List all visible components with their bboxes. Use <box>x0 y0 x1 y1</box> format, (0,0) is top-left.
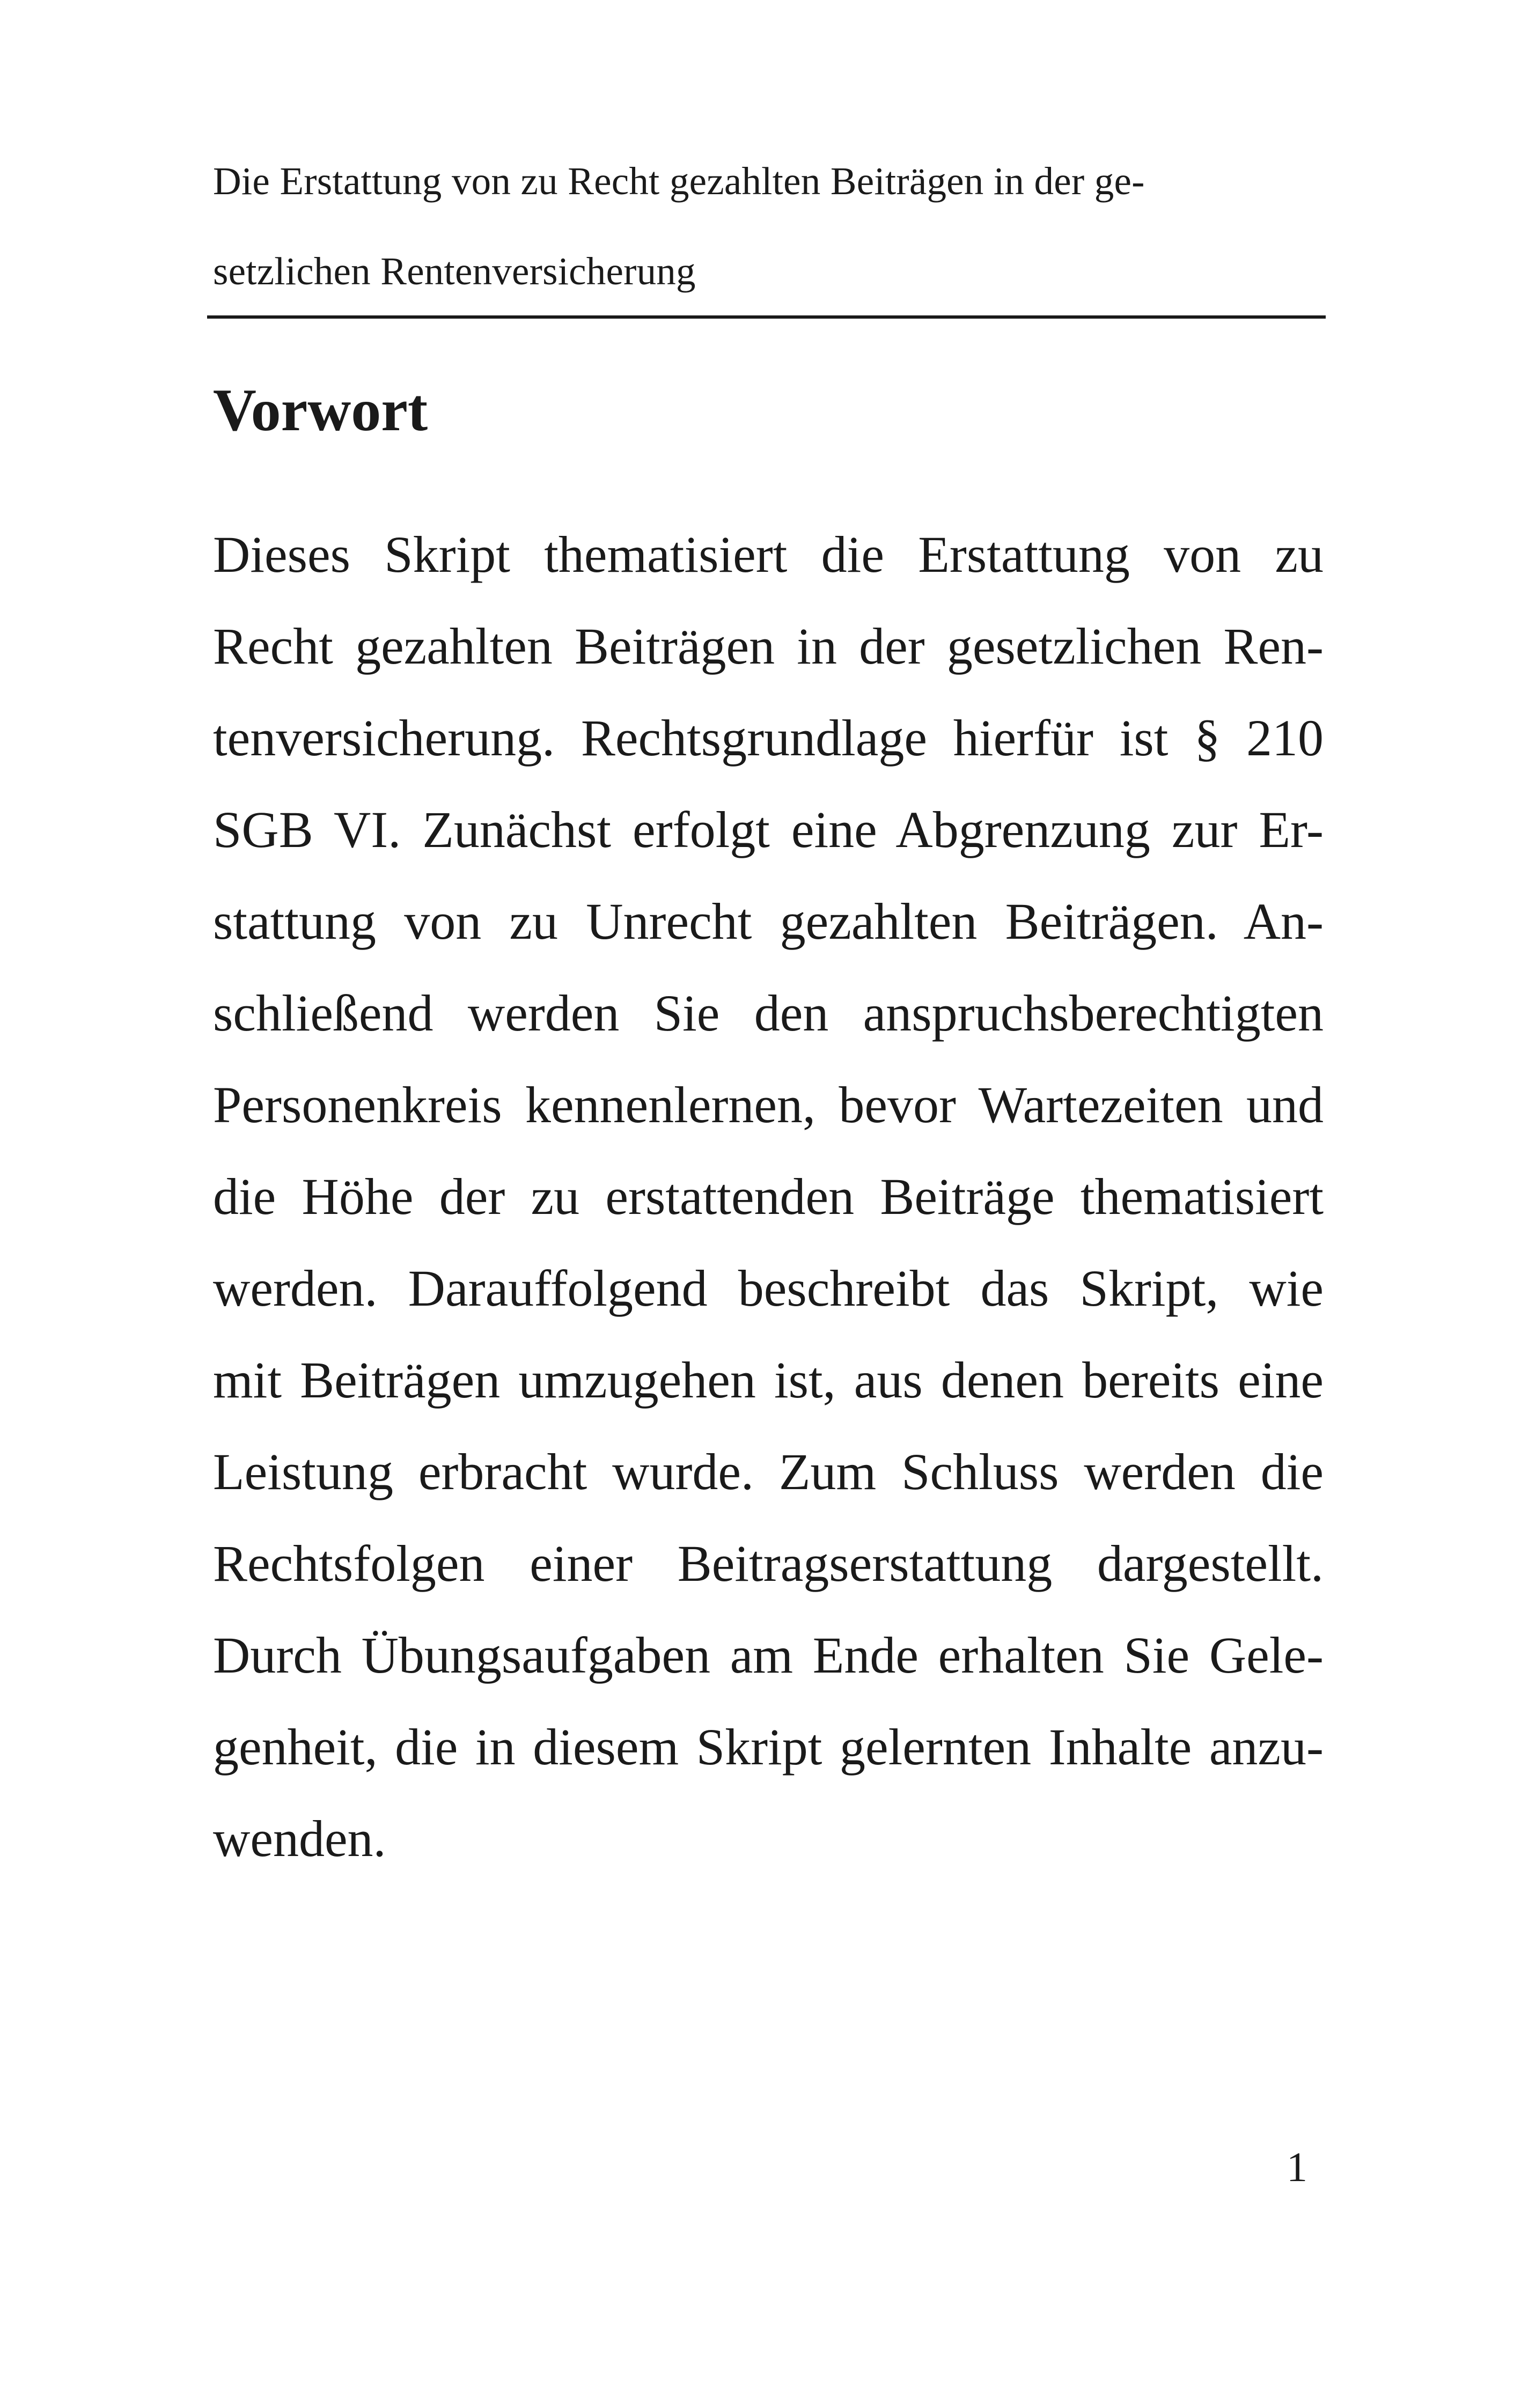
page-number: 1 <box>1287 2144 1307 2190</box>
section-heading: Vorwort <box>213 377 428 444</box>
paragraph-line: SGB VI. Zunächst erfolgt eine Abgrenzung zur Er- <box>213 801 1324 858</box>
running-title-line: Die Erstattung von zu Recht gezahlten Beiträgen in der ge- <box>213 159 1145 203</box>
paragraph-line: Dieses Skript thematisiert die Erstattung von zu <box>213 526 1324 583</box>
paragraph-line: stattung von zu Unrecht gezahlten Beiträgen. An- <box>213 893 1324 950</box>
header-divider <box>207 315 1326 319</box>
paragraph-line: Rechtsfolgen einer Beitragserstattung dargestellt. <box>213 1535 1324 1592</box>
paragraph-line: mit Beiträgen umzugehen ist, aus denen bereits eine <box>213 1351 1324 1409</box>
paragraph-line: tenversicherung. Rechtsgrundlage hierfür ist § 210 <box>213 709 1324 767</box>
paragraph-line: werden. Darauffolgend beschreibt das Skript, wie <box>213 1260 1324 1317</box>
paragraph-line: die Höhe der zu erstattenden Beiträge thematisiert <box>213 1168 1324 1225</box>
running-header <box>213 161 1325 316</box>
paragraph-line: Personenkreis kennenlernen, bevor Wartezeiten und <box>213 1076 1324 1133</box>
paragraph-line: Leistung erbracht wurde. Zum Schluss werden die <box>213 1443 1324 1500</box>
paragraph-line: wenden. <box>213 1810 386 1867</box>
paragraph-line: Recht gezahlten Beiträgen in der gesetzlichen Ren- <box>213 617 1324 675</box>
foreword-paragraph <box>213 509 1324 1884</box>
paragraph-line: Durch Übungsaufgaben am Ende erhalten Sie Gele- <box>213 1626 1324 1684</box>
running-title-line: setzlichen Rentenversicherung <box>213 249 696 293</box>
paragraph-line: schließend werden Sie den anspruchsberechtigten <box>213 984 1324 1042</box>
paragraph-line: genheit, die in diesem Skript gelernten Inhalte anzu- <box>213 1718 1324 1776</box>
